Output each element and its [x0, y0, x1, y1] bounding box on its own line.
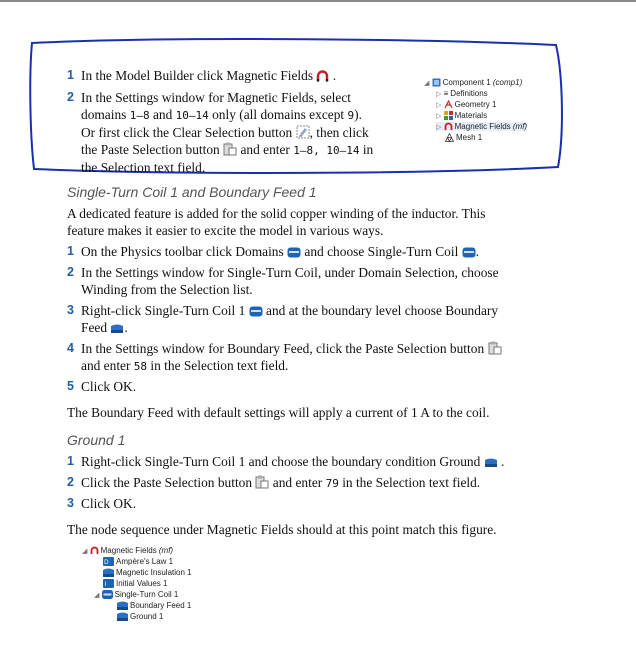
magnetic-fields-icon	[316, 70, 329, 82]
ground-icon	[117, 612, 128, 621]
model-tree-magnetic-fields	[82, 546, 232, 626]
tree-node-initial-values[interactable]: I Initial Values 1	[104, 579, 168, 588]
step-number: 2	[67, 90, 74, 104]
single-turn-coil-icon	[462, 247, 476, 258]
geometry-icon	[444, 100, 453, 109]
ground-step-3: 3 Click OK.	[67, 496, 137, 511]
component-icon	[432, 78, 441, 87]
paste-selection-icon	[223, 142, 237, 156]
section-heading-ground: Ground 1	[67, 432, 126, 448]
model-tree-component	[424, 78, 554, 150]
tree-node-mesh[interactable]: Mesh 1	[445, 133, 482, 142]
paste-selection-icon	[255, 475, 269, 489]
expand-arrow-icon[interactable]: ◢	[94, 592, 100, 599]
tree-node-amperes-law[interactable]: D Ampère's Law 1	[104, 557, 174, 566]
collapse-arrow-icon[interactable]: ▷	[436, 124, 442, 131]
magnetic-fields-icon	[444, 122, 453, 131]
ground-step-1: 1 Right-click Single-Turn Coil 1 and choose the boundary condition Ground .	[67, 454, 505, 469]
svg-text:I: I	[104, 581, 107, 588]
coil-step-4: 4 In the Settings window for Boundary Feed, click the Paste Selection button and enter 58 in the Selection text field.	[67, 340, 587, 376]
node-sequence-note: The node sequence under Magnetic Fields should at this point match this figure.	[67, 522, 497, 537]
tree-node-ground[interactable]: Ground 1	[117, 612, 163, 621]
step-text: In the Model Builder click Magnetic Fields	[81, 68, 314, 83]
boundary-feed-icon	[117, 601, 128, 610]
collapse-arrow-icon[interactable]: ▷	[436, 91, 442, 98]
collapse-arrow-icon[interactable]: ▷	[436, 102, 442, 109]
amperes-law-icon	[103, 557, 114, 566]
domains-icon	[287, 247, 301, 258]
tree-node-magnetic-fields[interactable]: ▷ Magnetic Fields (mf)	[436, 122, 528, 131]
materials-icon	[444, 111, 453, 120]
coil-step-3: 3 Right-click Single-Turn Coil 1 and at the boundary level choose Boundary Feed .	[67, 303, 499, 335]
tree-node-magnetic-insulation[interactable]: Magnetic Insulation 1	[103, 568, 192, 577]
paste-selection-icon	[488, 341, 502, 355]
step-number: 1	[67, 68, 74, 82]
coil-step-5: 5 Click OK.	[67, 379, 137, 394]
mesh-icon	[445, 133, 454, 142]
collapse-arrow-icon[interactable]: ▷	[436, 113, 442, 120]
single-turn-coil-icon	[102, 590, 113, 599]
section-heading-coil: Single-Turn Coil 1 and Boundary Feed 1	[67, 184, 317, 200]
expand-arrow-icon[interactable]: ◢	[424, 80, 430, 87]
boundary-feed-note: The Boundary Feed with default settings will apply a current of 1 A to the coil.	[67, 405, 490, 420]
coil-step-2: 2 In the Settings window for Single-Turn Coil, under Domain Selection, choose Winding from the Selection list.	[67, 265, 499, 297]
section1-paragraph: A dedicated feature is added for the solid copper winding of the inductor. This feature makes it easier to excite the model in various ways.	[67, 206, 486, 238]
ground-icon	[484, 458, 498, 468]
definitions-icon: ≡	[443, 89, 449, 98]
ground-step-2: 2 Click the Paste Selection button and enter 79 in the Selection text field.	[67, 475, 481, 490]
magnetic-fields-icon	[90, 546, 99, 555]
clear-selection-icon	[296, 125, 310, 139]
single-turn-coil-icon	[249, 306, 263, 317]
initial-values-icon	[103, 579, 114, 588]
magnetic-insulation-icon	[103, 568, 114, 577]
tree-node-materials[interactable]: ▷ Materials	[436, 111, 488, 120]
expand-arrow-icon[interactable]: ◢	[82, 548, 88, 555]
tree-node-boundary-feed[interactable]: Boundary Feed 1	[117, 601, 191, 610]
tree-node-magnetic-fields[interactable]: ◢ Magnetic Fields (mf)	[82, 546, 174, 555]
boundary-feed-icon	[110, 324, 124, 334]
intro-step-1: 1 In the Model Builder click Magnetic Fields .	[67, 68, 337, 83]
tree-node-geometry[interactable]: ▷ Geometry 1	[436, 100, 497, 109]
tree-node-component[interactable]: ◢ Component 1 (comp1)	[424, 78, 523, 87]
tree-node-single-turn-coil[interactable]: ◢ Single-Turn Coil 1	[94, 590, 179, 599]
tree-node-definitions[interactable]: ▷ ≡ Definitions	[436, 89, 488, 98]
coil-step-1: 1 On the Physics toolbar click Domains and choose Single-Turn Coil .	[67, 244, 480, 259]
top-border	[0, 0, 636, 2]
svg-text:D: D	[104, 559, 109, 566]
intro-step-2: 2 In the Settings window for Magnetic Fields, select domains 1–8 and 10–14 only (all domains except 9). Or first click the Clear Selection button , then click the Paste Selection button and enter 1–8, 10–14 in the Selection text field.	[67, 90, 374, 175]
